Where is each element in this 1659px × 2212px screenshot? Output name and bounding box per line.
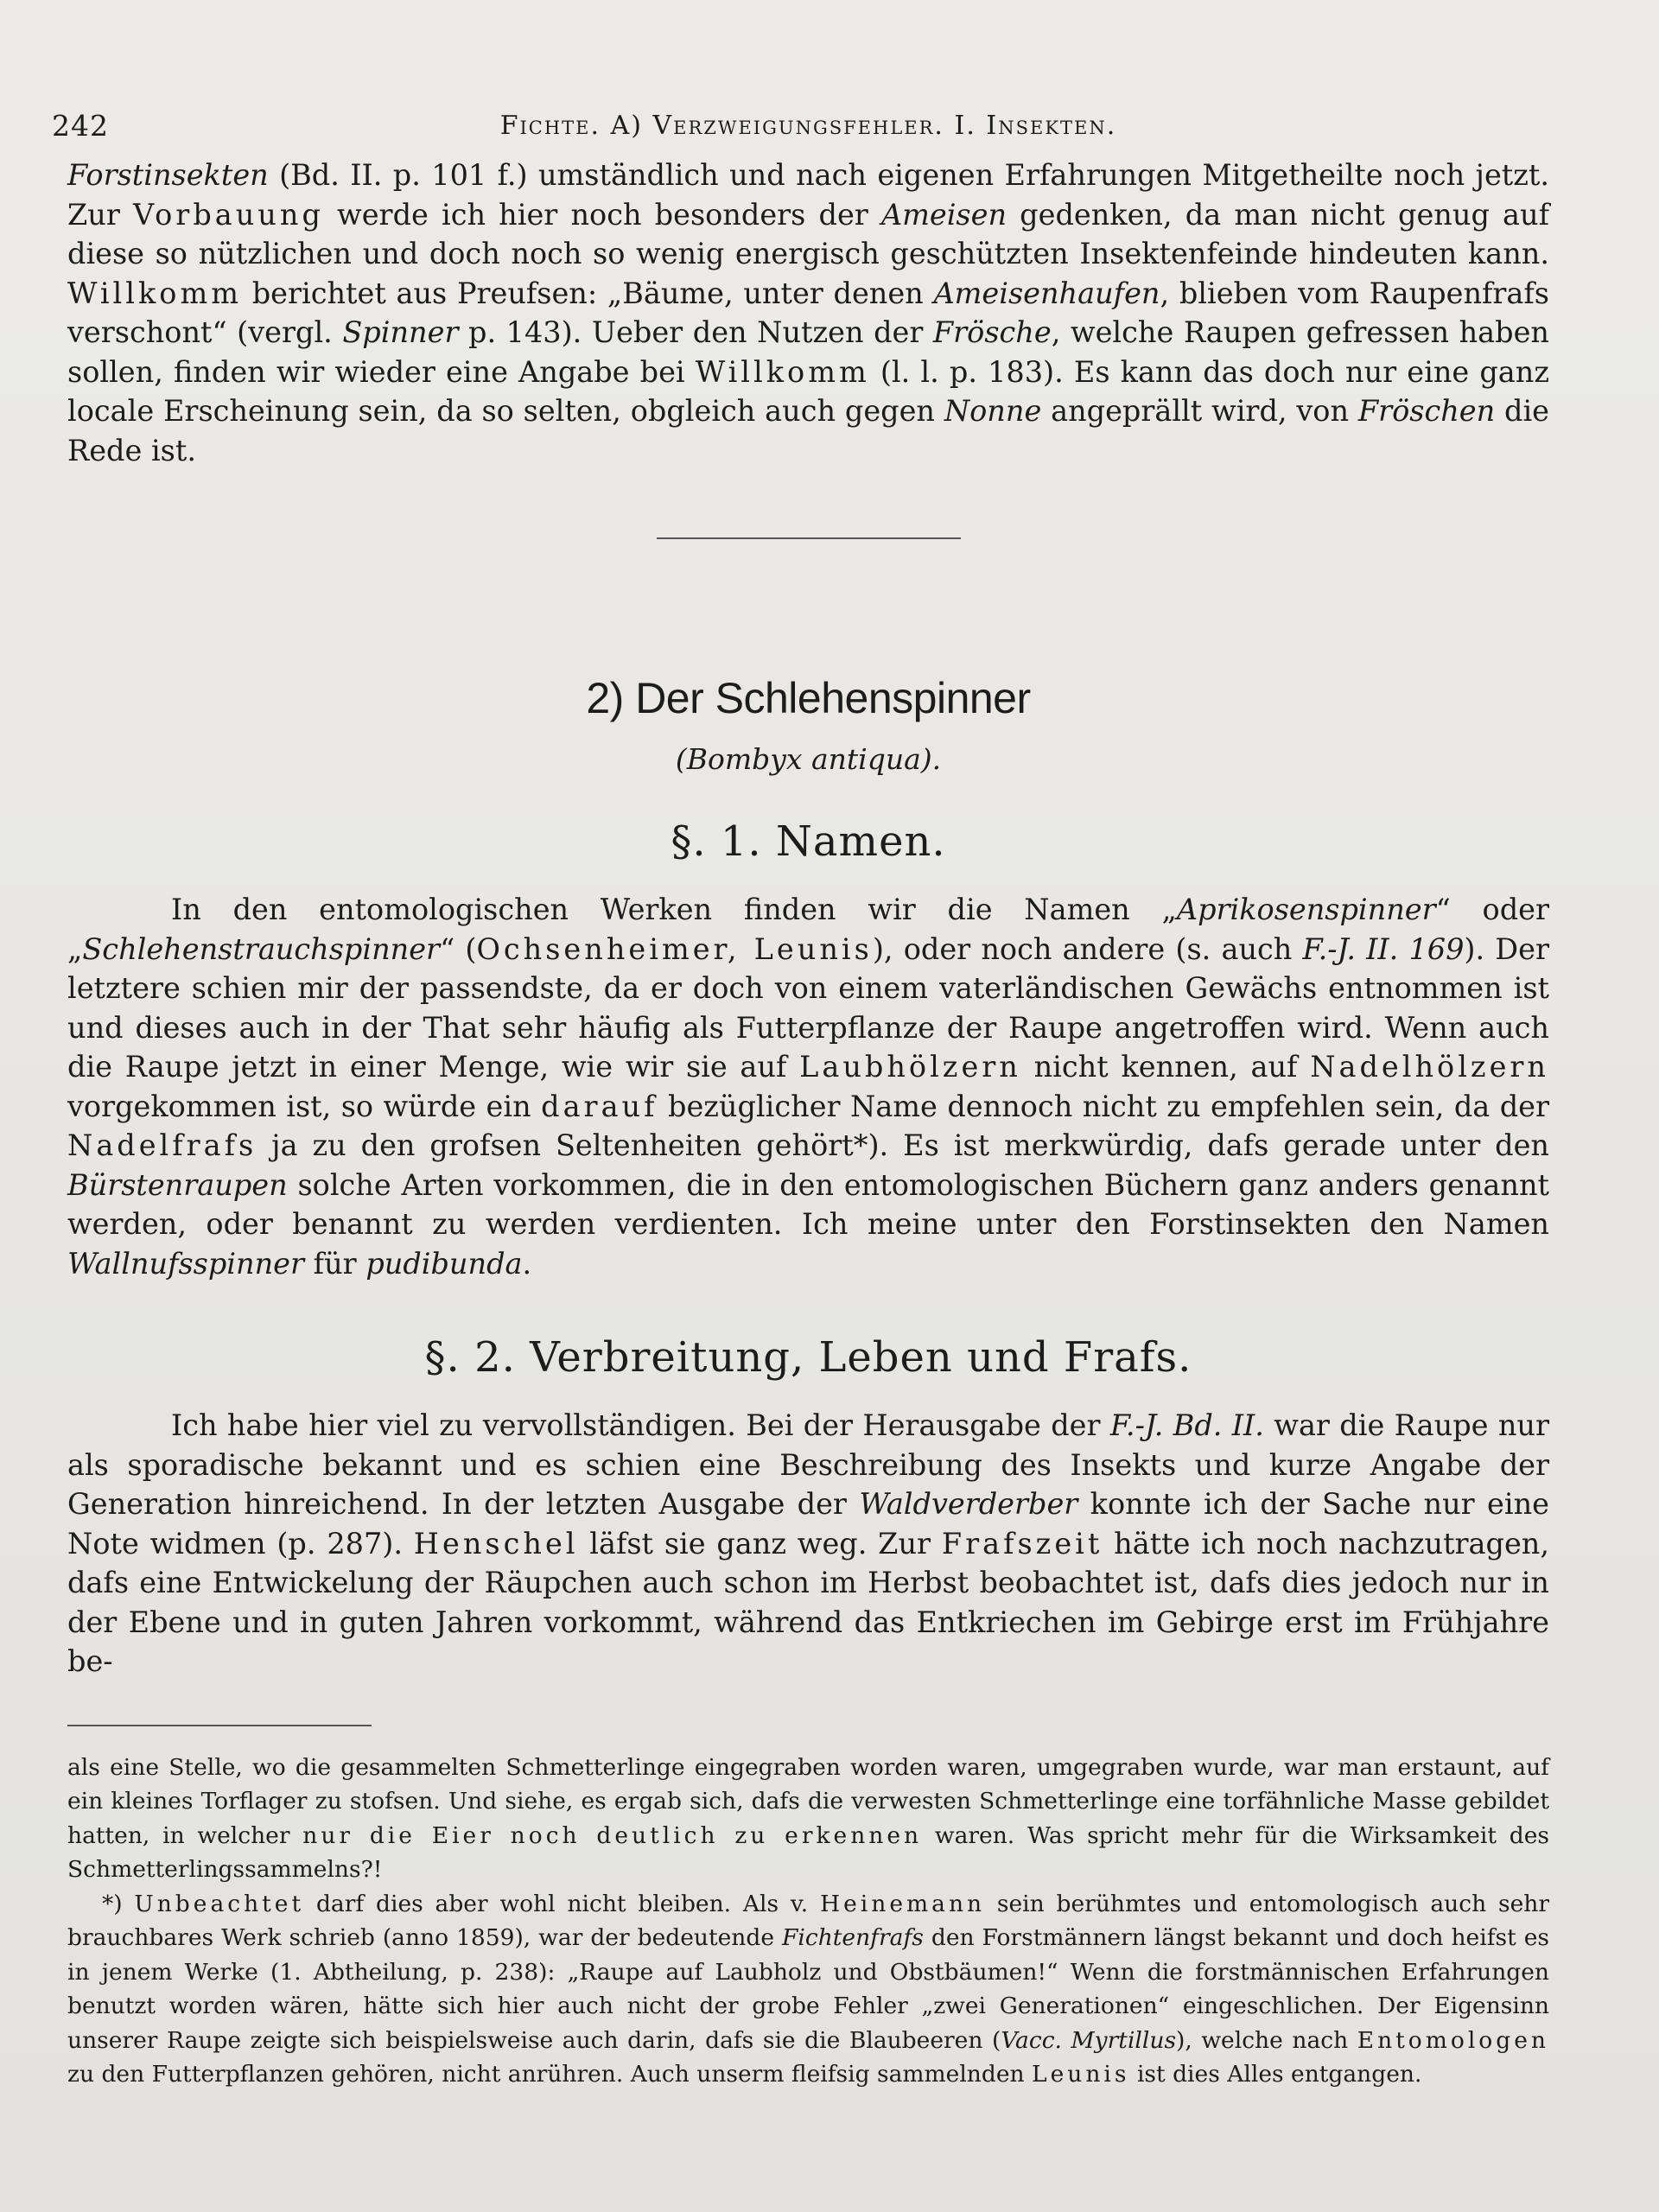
text-run: , welche Raupen gefressen haben sollen, finden wir wieder eine Angabe bei <box>67 315 1549 389</box>
italic-run: Fröschen <box>1357 394 1496 428</box>
running-head <box>52 104 1549 156</box>
text-run: solche Arten vorkommen, die in den entomologischen Büchern ganz anders genannt werden, oder benannt zu werden verdienten. Ich meine unter den Forstinsekten den Namen <box>67 1167 1549 1241</box>
spaced-run: Nadelhölzern <box>1310 1050 1549 1084</box>
text-run: Ich habe hier viel zu vervollständigen. Bei der Herausgabe der <box>171 1408 1110 1442</box>
italic-run: Bürstenraupen <box>67 1167 288 1202</box>
text-run: sein berühmtes und entomologisch auch sehr brauchbares Werk schrieb (anno 1859), war der bedeutende <box>67 1890 1549 1951</box>
text-run: die Rede ist. <box>67 394 1549 467</box>
text-run: war die Raupe nur als sporadische bekannt und es schien eine Beschreibung des Insekts und kurze Angabe der Generation hinreichend. In der letzten Ausgabe der <box>67 1408 1549 1521</box>
footnote-divider <box>67 1725 372 1726</box>
text-run: “ ( <box>440 931 477 966</box>
spaced-run: Entomologen <box>1357 2026 1549 2054</box>
italic-run: pudibunda <box>365 1246 523 1281</box>
text-run: waren. Was spricht mehr für die Wirksamkeit des Schmetterlingssammelns?! <box>67 1821 1549 1883</box>
text-run: (Bd. II. p. 101 f.) umständlich und nach eigenen Erfahrungen Mitgetheilte noch jetzt. Zur <box>67 158 1549 232</box>
text-run: ist dies Alles entgangen. <box>1129 2061 1422 2088</box>
italic-run: F.-J. II. 169 <box>1302 931 1465 966</box>
italic-run: Vacc. Myrtillus <box>1001 2026 1177 2054</box>
text-run: konnte ich der Sache nur eine Note widmen (p. 287). <box>67 1487 1549 1560</box>
italic-run: Fichtenfrafs <box>782 1924 924 1951</box>
spaced-run: Willkomm <box>67 276 242 310</box>
text-run: werde ich hier noch besonders der <box>323 197 881 232</box>
text-run: , blieben vom Raupenfrafs verschont“ (vergl. <box>67 276 1549 349</box>
text-run: bezüglicher Name dennoch nicht zu empfehlen sein, da der <box>658 1089 1549 1123</box>
text-run: “ oder „ <box>67 893 1549 966</box>
paragraph-heading-1: §. 1. Namen. <box>671 817 946 866</box>
text-run: hätte ich noch nachzutragen, dafs eine Entwickelung der Räupchen auch schon im Herbst beobachtet ist, dafs dies jedoch nur in der Ebene und in guten Jahren vorkommt, während das Entkriechen im Gebirge erst im Frühjahre be- <box>67 1526 1550 1678</box>
italic-run: Waldverderber <box>859 1487 1078 1521</box>
paragraph-heading-2: §. 2. Verbreitung, Leben und Frafs. <box>424 1333 1192 1382</box>
text-run: läfst sie ganz weg. Zur <box>578 1526 942 1560</box>
footnote-continuation <box>67 1751 1549 1887</box>
italic-run: Forstinsekten <box>67 158 269 192</box>
spaced-run: Willkomm <box>695 354 870 389</box>
spaced-run: Heinemann <box>820 1890 986 1917</box>
spaced-run: Unbeachtet <box>134 1890 305 1917</box>
italic-run: Ameisenhaufen <box>933 276 1160 310</box>
text-run: ). Der letztere schien mir der passendste, da er doch von einem vaterländischen Gewächs entnommen ist und dieses auch in der That sehr häufig als Futterpflanze der Raupe angetroffen wird. Wenn auch die Raupe jetzt in einer Menge, wie wir sie auf <box>67 931 1550 1084</box>
italic-run: Wallnufsspinner <box>67 1246 305 1281</box>
text-run: nicht kennen, auf <box>1020 1050 1311 1084</box>
spaced-run: Laubhölzern <box>799 1050 1021 1084</box>
text-run: als eine Stelle, wo die gesammelten Schmetterlinge eingegraben worden waren, umgegraben wurde, war man erstaunt, auf ein kleines Torflager zu stofsen. Und siehe, es ergab sich, dafs die verwesten Schmetterlinge eine torfähnliche Masse gebildet hatten, in welcher <box>67 1753 1549 1849</box>
spaced-run: darauf <box>541 1089 658 1123</box>
footnote-asterisk <box>67 1887 1549 2092</box>
text-run: gedenken, da man nicht genug auf diese so nützlichen und doch noch so wenig energisch geschützten Insektenfeinde hindeuten kann. <box>67 197 1549 270</box>
text-run: darf dies aber wohl nicht bleiben. Als v. <box>304 1890 820 1917</box>
paragraph-1-text <box>67 890 1549 1283</box>
italic-run: Ameisen <box>880 197 1007 232</box>
text-run: p. 143). Ueber den Nutzen der <box>458 315 933 349</box>
spaced-run: nur die Eier noch deutlich zu erkennen <box>302 1821 923 1849</box>
text-run: vorgekommen ist, so würde ein <box>67 1089 542 1123</box>
text-run: In den entomologischen Werken finden wir die Namen „ <box>171 893 1177 926</box>
text-run: ja zu den grofsen Seltenheiten gehört*). Es ist merkwürdig, dafs gerade unter den <box>257 1128 1549 1162</box>
text-run: zu den Futterpflanzen gehören, nicht anrühren. Auch unserm fleifsig sammelnden <box>67 2061 1033 2088</box>
text-run: ), oder noch andere (s. auch <box>872 931 1303 966</box>
text-run: *) <box>102 1890 135 1917</box>
italic-run: Nonne <box>944 394 1042 428</box>
spaced-run: Leunis <box>1032 2061 1130 2088</box>
spaced-run: Frafszeit <box>941 1526 1103 1560</box>
text-run: für <box>304 1246 366 1281</box>
spaced-run: Ochsenheimer, Leunis <box>476 931 873 966</box>
spaced-run: Vorbauung <box>133 197 324 232</box>
spaced-run: Nadelfrafs <box>67 1128 257 1162</box>
text-run: angeprällt wird, von <box>1041 394 1358 428</box>
text-run: den Forstmännern längst bekannt und doch heifst es in jenem Werke (1. Abtheilung, p. 238): „Raupe auf Laubholz und Obstbäumen!“ Wenn die forstmännischen Erfahrungen benutzt worden wären, hätte sich hier auch nicht der grobe Fehler „zwei Generationen“ eingeschlichen. Der Eigensinn unserer Raupe zeigte sich beispielsweise auch darin, dafs sie die Blaubeeren ( <box>67 1924 1550 2054</box>
italic-run: Frösche <box>932 315 1052 349</box>
italic-run: F.-J. Bd. II. <box>1109 1408 1264 1442</box>
page-content <box>52 104 1550 2092</box>
intro-paragraph <box>67 156 1549 470</box>
italic-run: Spinner <box>342 315 459 349</box>
section-divider <box>657 537 961 539</box>
section-title: 2) Der Schlehenspinner <box>586 674 1031 722</box>
text-run: . <box>522 1246 532 1281</box>
text-run: berichtet aus Preufsen: „Bäume, unter denen <box>242 276 934 310</box>
text-run: ), welche nach <box>1176 2026 1357 2054</box>
running-title: Fichte. A) Verzweigungsfehler. I. Insekten. <box>499 111 1117 141</box>
section-subtitle: (Bombyx antiqua). <box>675 742 942 776</box>
italic-run: Aprikosenspinner <box>1176 893 1436 926</box>
page-number: 242 <box>52 109 109 143</box>
spaced-run: Henschel <box>413 1526 579 1560</box>
text-run: (l. l. p. 183). Es kann das doch nur eine ganz locale Erscheinung sein, da so selten, obgleich auch gegen <box>67 354 1549 428</box>
italic-run: Schlehenstrauchspinner <box>82 931 441 966</box>
paragraph-2-text <box>67 1406 1549 1681</box>
